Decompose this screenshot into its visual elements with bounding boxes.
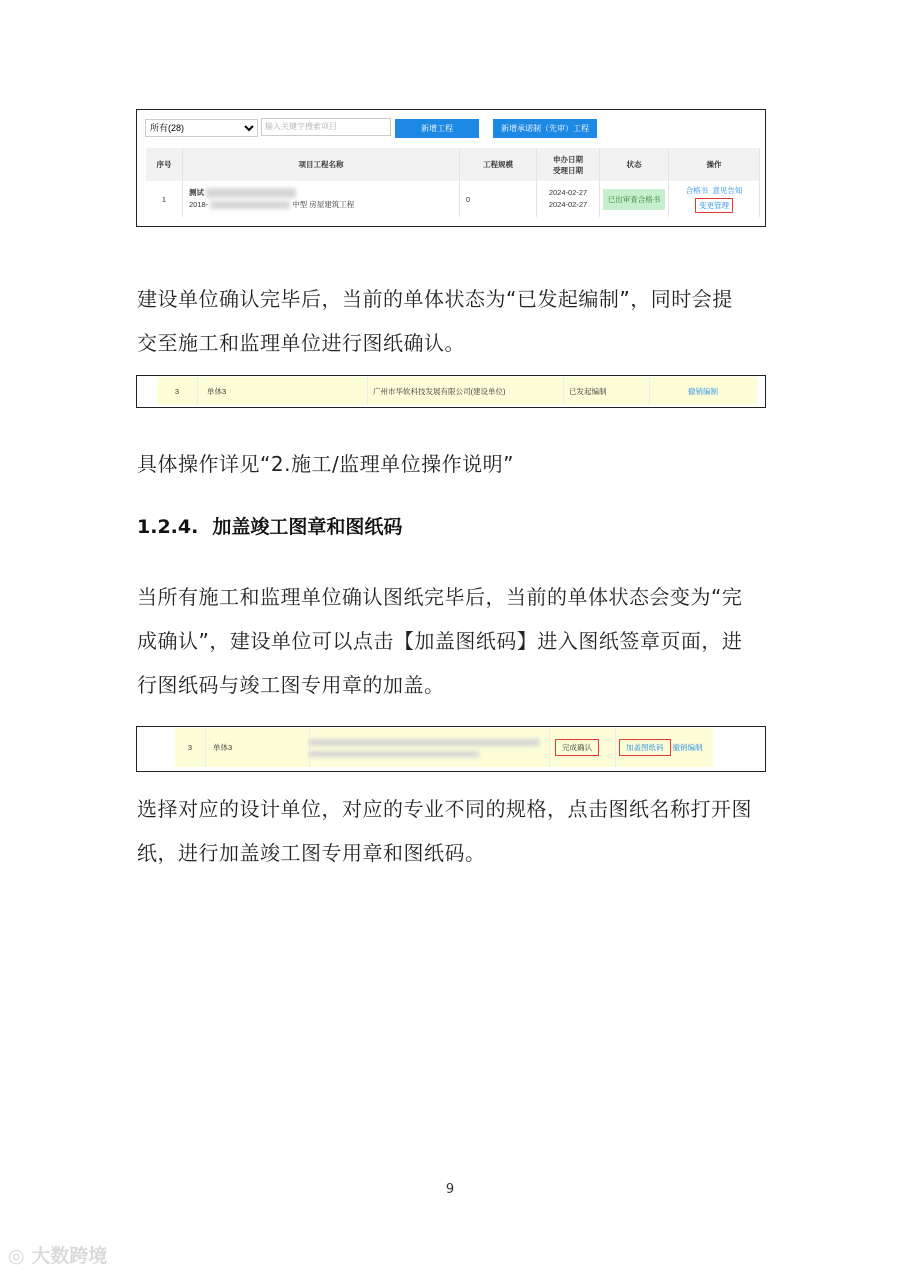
new-project-button[interactable]: 新增工程 <box>395 119 479 138</box>
row-dates: 2024-02-27 2024-02-27 <box>537 181 600 217</box>
new-commitment-project-button[interactable]: 新增承诺制（先审）工程 <box>493 119 597 138</box>
row-index: 3 <box>157 377 198 405</box>
filter-select[interactable] <box>145 119 258 137</box>
opinion-link[interactable]: 意见告知 <box>712 186 743 195</box>
col-scale: 工程规模 <box>460 148 537 181</box>
row-unit: 单体3 <box>205 728 310 767</box>
row-index: 3 <box>175 728 206 767</box>
col-actions: 操作 <box>669 148 760 181</box>
watermark-icon: ◎ <box>8 1245 25 1267</box>
table-row <box>157 377 757 405</box>
row-unit: 单体3 <box>197 377 368 405</box>
table-row <box>175 728 713 767</box>
row-company-blurred <box>305 728 550 767</box>
search-input[interactable]: 输入关键字搜索项目 <box>261 118 391 136</box>
screenshot-unit-row-initiated <box>136 375 766 408</box>
status-badge: 已出审查合格书 <box>603 189 666 210</box>
section-heading: 1.2.4. 加盖竣工图章和图纸码 <box>137 516 403 538</box>
paragraph-1: 建设单位确认完毕后，当前的单体状态为“已发起编制”，同时会提 交至施工和监理单位进行图纸确认。 <box>137 287 733 355</box>
col-name: 项目工程名称 <box>183 148 460 181</box>
row-actions <box>619 728 713 767</box>
certificate-link[interactable]: 合格书 <box>685 186 709 195</box>
table-row <box>146 181 760 217</box>
revoke-link[interactable]: 撤销编制 <box>672 743 703 752</box>
row-status <box>555 728 616 767</box>
row-name: 测试 2018- 中型 房屋建筑工程 <box>183 181 460 217</box>
col-index: 序号 <box>146 148 183 181</box>
screenshot-project-list <box>136 109 766 227</box>
row-index: 1 <box>146 181 183 217</box>
change-management-link[interactable]: 变更管理 <box>695 198 733 213</box>
watermark-logo: ◎ 大数跨境 <box>8 1245 108 1267</box>
status-complete-box: 完成确认 <box>555 739 599 756</box>
revoke-link[interactable]: 撤销编制 <box>688 386 718 396</box>
row-status <box>600 181 669 217</box>
paragraph-4: 选择对应的设计单位，对应的专业不同的规格，点击图纸名称打开图 纸，进行加盖竣工图专用章和图纸码。 <box>137 797 752 865</box>
paragraph-2: 具体操作详见“2.施工/监理单位操作说明” <box>137 452 515 476</box>
page-number: 9 <box>445 1182 455 1197</box>
col-status: 状态 <box>600 148 669 181</box>
screenshot-unit-row-confirmed <box>136 726 766 772</box>
project-table <box>146 148 760 217</box>
row-scale: 0 <box>460 181 537 217</box>
row-company: 广州市华软科技发展有限公司(建设单位) <box>367 377 564 405</box>
row-actions <box>669 181 760 217</box>
col-dates: 申办日期 受理日期 <box>537 148 600 181</box>
row-status: 已发起编制 <box>563 377 650 405</box>
stamp-drawing-code-link[interactable]: 加盖图纸码 <box>619 739 671 756</box>
paragraph-3: 当所有施工和监理单位确认图纸完毕后，当前的单体状态会变为“完 成确认”，建设单位可以点击【加盖图纸码】进入图纸签章页面，进 行图纸码与竣工图专用章的加盖。 <box>137 585 743 697</box>
